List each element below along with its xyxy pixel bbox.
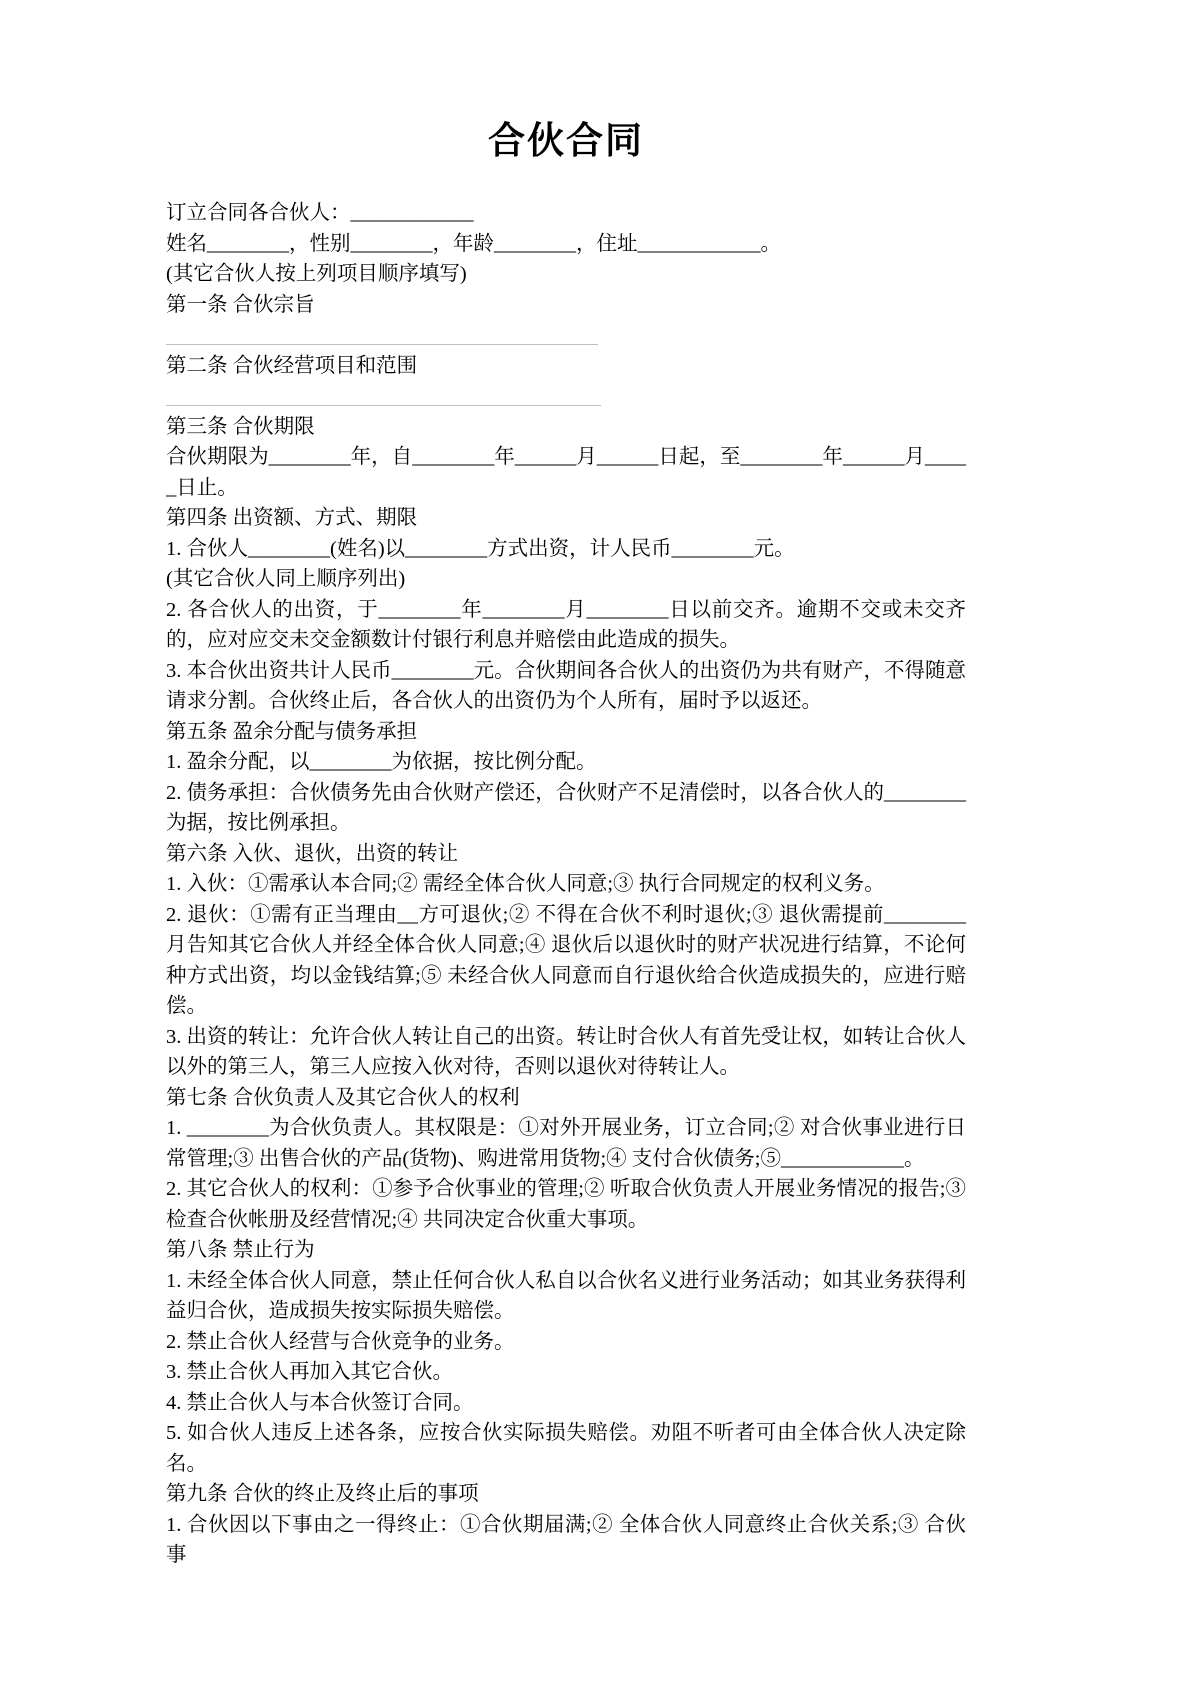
paragraph-article-4-item-3: 3. 本合伙出资共计人民币________元。合伙期间各合伙人的出资仍为共有财产，不得随意请求分割。合伙终止后，各合伙人的出资仍为个人所有，届时予以返还。	[166, 659, 966, 713]
paragraph-article-9-item-1: 1. 合伙因以下事由之一得终止：①合伙期届满;② 全体合伙人同意终止合伙关系;③ 合伙事	[166, 1513, 966, 1567]
paragraph-article-5-item-2: 2. 债务承担：合伙债务先由合伙财产偿还，合伙财产不足清偿时，以各合伙人的________为据，按比例承担。	[166, 781, 966, 835]
heading-article-2: 第二条 合伙经营项目和范围	[166, 354, 418, 377]
blank-rule-article-1	[166, 320, 966, 351]
heading-article-1: 第一条 合伙宗旨	[166, 293, 315, 316]
document-body	[166, 120, 966, 1571]
blank-rule-article-2	[166, 381, 966, 412]
paragraph-article-6-item-1: 1. 入伙：①需承认本合同;② 需经全体合伙人同意;③ 执行合同规定的权利义务。	[166, 873, 885, 896]
paragraph-article-8-item-5: 5. 如合伙人违反上述各条，应按合伙实际损失赔偿。劝阻不听者可由全体合伙人决定除名。	[166, 1422, 966, 1475]
heading-article-8: 第八条 禁止行为	[166, 1239, 315, 1262]
heading-article-6: 第六条 入伙、退伙，出资的转让	[166, 842, 459, 865]
paragraph-article-8-item-4: 4. 禁止合伙人与本合伙签订合同。	[166, 1391, 474, 1414]
paragraph-personal-details: 姓名________，性别________，年龄________，住址____________。	[166, 232, 781, 255]
paragraph-article-4-note: (其它合伙人同上顺序列出)	[166, 568, 406, 591]
heading-article-9: 第九条 合伙的终止及终止后的事项	[166, 1483, 479, 1506]
paragraph-article-6-item-3: 3. 出资的转让：允许合伙人转让自己的出资。转让时合伙人有首先受让权，如转让合伙人以外的第三人，第三人应按入伙对待，否则以退伙对待转让人。	[166, 1025, 966, 1079]
paragraph-article-8-item-3: 3. 禁止合伙人再加入其它合伙。	[166, 1361, 453, 1384]
paragraph-article-8-item-1: 1. 未经全体合伙人同意，禁止任何合伙人私自以合伙名义进行业务活动；如其业务获得利益归合伙，造成损失按实际损失赔偿。	[166, 1269, 966, 1323]
paragraph-article-6-item-2: 2. 退伙：①需有正当理由__方可退伙;② 不得在合伙不利时退伙;③ 退伙需提前________月告知其它合伙人并经全体合伙人同意;④ 退伙后以退伙时的财产状况进行结算，不论何种方式出资，均以金钱结算;⑤ 未经合伙人同意而自行退伙给合伙造成损失的，应进行赔偿。	[166, 903, 966, 1018]
paragraph-article-5-item-1: 1. 盈余分配，以________为依据，按比例分配。	[166, 751, 597, 774]
paragraph-article-7-item-2: 2. 其它合伙人的权利：①参予合伙事业的管理;② 听取合伙负责人开展业务情况的报告;③ 检查合伙帐册及经营情况;④ 共同决定合伙重大事项。	[166, 1178, 966, 1231]
paragraph-article-8-item-2: 2. 禁止合伙人经营与合伙竞争的业务。	[166, 1330, 515, 1353]
heading-article-7: 第七条 合伙负责人及其它合伙人的权利	[166, 1086, 520, 1109]
paragraph-parties: 订立合同各合伙人：____________	[166, 202, 474, 225]
paragraph-article-7-item-1: 1. ________为合伙负责人。其权限是：①对外开展业务，订立合同;② 对合伙事业进行日常管理;③ 出售合伙的产品(货物)、购进常用货物;④ 支付合伙债务;⑤____________。	[166, 1117, 966, 1170]
paragraph-article-3-body: 合伙期限为________年，自________年______月______日起，至________年______月_____日止。	[166, 446, 966, 499]
paragraph-article-4-item-2: 2. 各合伙人的出资，于________年________月________日以前交齐。逾期不交或未交齐的，应对应交未交金额数计付银行利息并赔偿由此造成的损失。	[166, 598, 966, 652]
page-title: 合伙合同	[488, 121, 644, 162]
paragraph-article-4-item-1: 1. 合伙人________(姓名)以________方式出资，计人民币________元。	[166, 537, 795, 560]
heading-article-4: 第四条 出资额、方式、期限	[166, 507, 418, 530]
paragraph-other-partners-note: (其它合伙人按上列项目顺序填写)	[166, 263, 467, 286]
heading-article-3: 第三条 合伙期限	[166, 415, 315, 438]
heading-article-5: 第五条 盈余分配与债务承担	[166, 720, 418, 743]
